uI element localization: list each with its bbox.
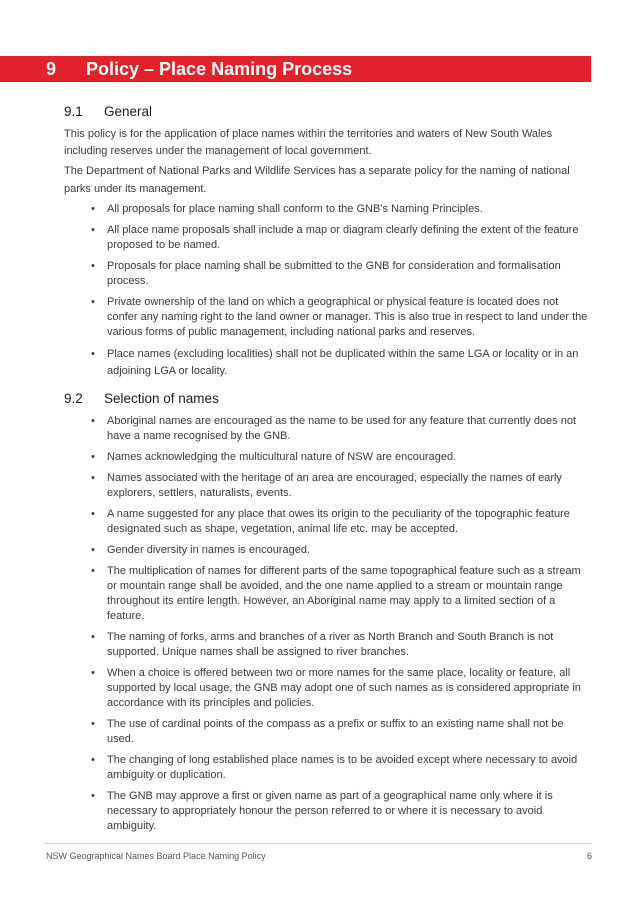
list-item: • Names acknowledging the multicultural nature of NSW are encouraged. <box>91 450 591 465</box>
heading-general <box>64 104 152 119</box>
list-item: • All proposals for place naming shall conform to the GNB’s Naming Principles. <box>91 202 591 217</box>
general-paragraph-1: This policy is for the application of place names within the territories and waters of New South Wales including reserves under the management of local government. <box>64 128 553 157</box>
list-item: • Aboriginal names are encouraged as the name to be used for any feature that currently does not have a name recognised by the GNB. <box>91 414 591 444</box>
footer-divider <box>44 843 592 844</box>
section-number: 9 <box>46 58 57 79</box>
heading-selection-number: 9.2 <box>64 391 83 406</box>
list-item: • A name suggested for any place that owes its origin to the peculiarity of the topographic feature designated such as shape, vegetation, animal life etc. may be accepted. <box>91 507 591 537</box>
page-number: 6 <box>586 851 592 861</box>
general-bullet-list <box>91 202 591 386</box>
section-banner <box>0 56 591 82</box>
general-paragraph-2: The Department of National Parks and Wildlife Services has a separate policy for the naming of national parks under its management. <box>64 165 570 195</box>
list-item: • The multiplication of names for different parts of the same topographical feature such as a stream or mountain range shall be avoided, and the one name applied to a stream or mountain range throughout its entire length. However, an Aboriginal name may apply to a limited section of a feature. <box>91 564 591 624</box>
list-item: • Private ownership of the land on which a geographical or physical feature is located does not confer any naming right to the land owner or manager. This is also true in respect to land under the various forms of public management, including national parks and reserves. <box>91 295 591 340</box>
list-item: • Proposals for place naming shall be submitted to the GNB for consideration and formalisation process. <box>91 259 591 289</box>
selection-bullet-list <box>91 414 591 840</box>
heading-selection-text: Selection of names <box>104 391 219 406</box>
footer-title: NSW Geographical Names Board Place Naming Policy <box>46 851 266 861</box>
section-title: Policy – Place Naming Process <box>86 58 353 79</box>
list-item: • Gender diversity in names is encouraged. <box>91 543 591 558</box>
list-item: • The GNB may approve a first or given name as part of a geographical name only where it is necessary to appropriately honour the person referred to or where it is necessary to avoid ambiguity. <box>91 789 591 834</box>
list-item: • Names associated with the heritage of an area are encouraged, especially the names of early explorers, settlers, naturalists, events. <box>91 471 591 501</box>
heading-general-text: General <box>104 104 153 119</box>
list-item: • The use of cardinal points of the compass as a prefix or suffix to an existing name shall not be used. <box>91 717 591 747</box>
list-item: • The changing of long established place names is to be avoided except where necessary to avoid ambiguity or duplication. <box>91 753 591 783</box>
heading-general-number: 9.1 <box>64 104 83 119</box>
list-item: • All place name proposals shall include a map or diagram clearly defining the extent of the feature proposed to be named. <box>91 223 591 253</box>
list-item: • When a choice is offered between two or more names for the same place, locality or feature, all supported by local usage, the GNB may adopt one of such names as is considered appropriate in accordance with its principles and policies. <box>91 666 591 711</box>
list-item: • The naming of forks, arms and branches of a river as North Branch and South Branch is not supported. Unique names shall be assigned to river branches. <box>91 630 591 660</box>
list-item: • Place names (excluding localities) shall not be duplicated within the same LGA or locality or in an adjoining LGA or locality. <box>91 346 591 380</box>
heading-selection <box>64 391 219 406</box>
